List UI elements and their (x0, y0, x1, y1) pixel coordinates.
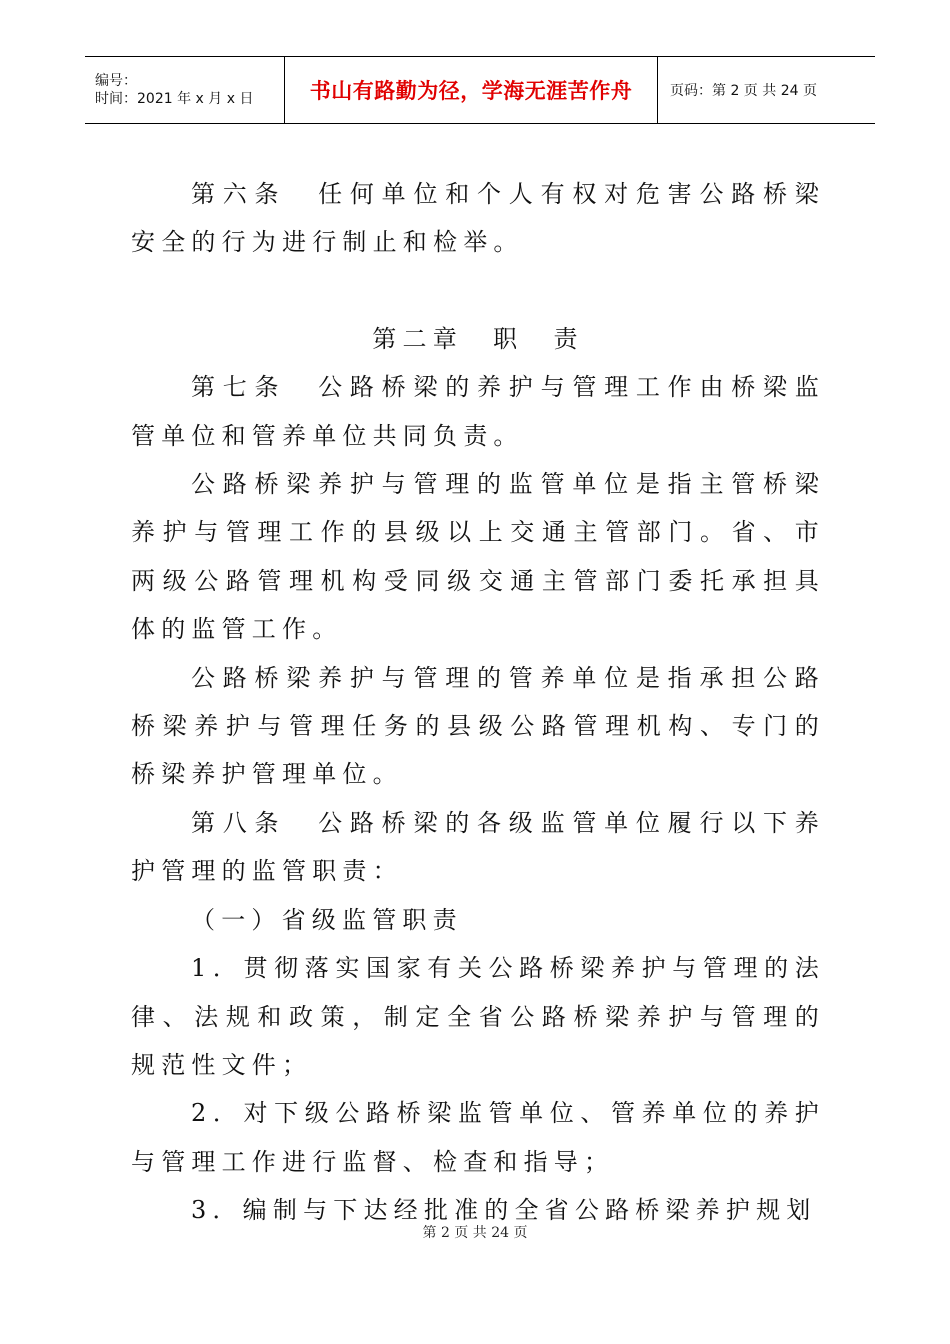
provincial-duties-heading: （一）省级监管职责 (191, 905, 463, 934)
duty-item-2: 2．对下级公路桥梁监管单位、管养单位的养护与管理工作进行监督、检查和指导； (131, 1099, 825, 1176)
duty-item-3: 3．编制与下达经批准的全省公路桥梁养护规划 (191, 1196, 817, 1225)
header-motto-cell (285, 57, 658, 123)
supervisor-definition-paragraph: 公路桥梁养护与管理的监管单位是指主管桥梁养护与管理工作的县级以上交通主管部门。省、市两级公路管理机构受同级交通主管部门委托承担具体的监管工作。 (131, 470, 825, 644)
document-body (131, 170, 825, 1235)
duty-item-1: 1．贯彻落实国家有关公路桥梁养护与管理的法律、法规和政策，制定全省公路桥梁养护与管理的规范性文件； (131, 954, 825, 1079)
document-header (85, 56, 875, 124)
date-label: 时间：2021 年 x 月 x 日 (95, 91, 254, 107)
article-6-paragraph: 第六条 任何单位和个人有权对危害公路桥梁安全的行为进行制止和检举。 (131, 180, 825, 257)
motto-text: 书山有路勤为径，学海无涯苦作舟 (309, 79, 633, 103)
serial-number-label: 编号： (95, 73, 137, 89)
header-meta-cell (85, 57, 285, 123)
article-8-paragraph: 第八条 公路桥梁的各级监管单位履行以下养护管理的监管职责： (131, 808, 825, 886)
page-footer (0, 1222, 950, 1242)
article-7-paragraph: 第七条 公路桥梁的养护与管理工作由桥梁监管单位和管养单位共同负责。 (131, 373, 825, 450)
section-spacer (131, 267, 825, 315)
header-page-number: 页码：第 2 页 共 24 页 (670, 83, 817, 99)
header-page-cell (658, 57, 875, 123)
chapter-title: 第二章 职 责 (372, 324, 584, 353)
footer-page-number: 第 2 页 共 24 页 (422, 1225, 528, 1241)
maintainer-definition-paragraph: 公路桥梁养护与管理的管养单位是指承担公路桥梁养护与管理任务的县级公路管理机构、专门的桥梁养护管理单位。 (131, 663, 825, 789)
